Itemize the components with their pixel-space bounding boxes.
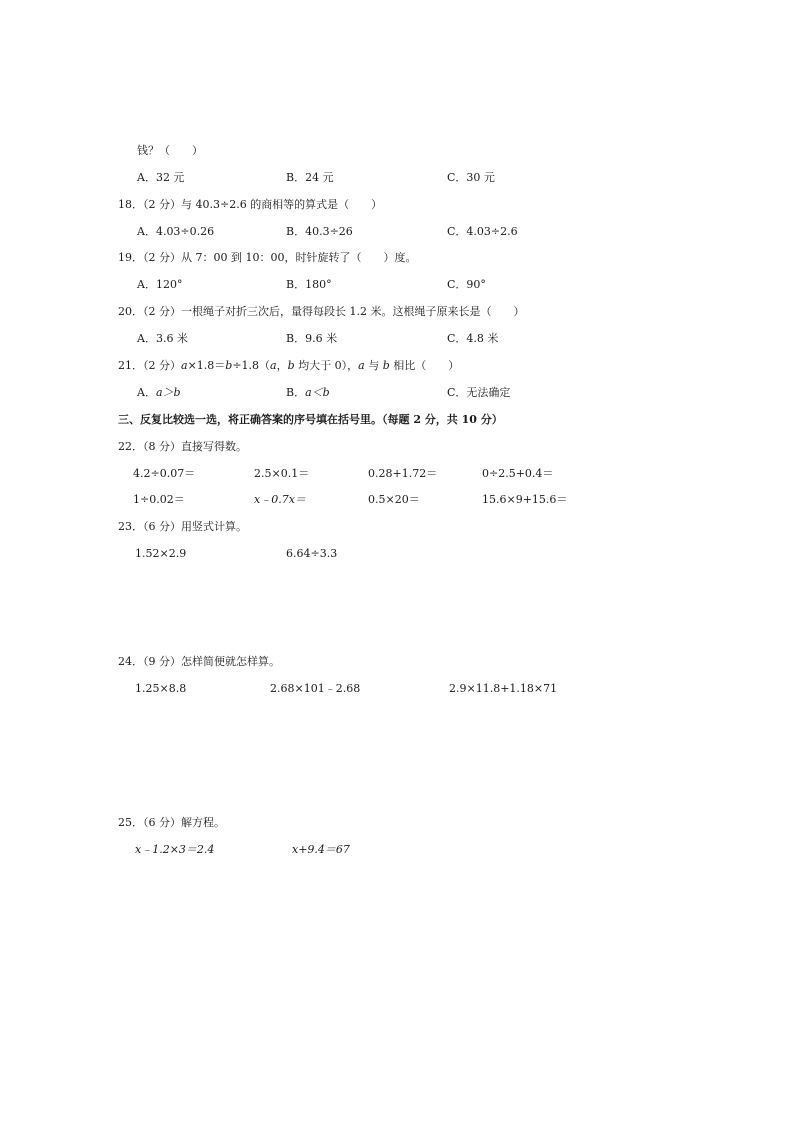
q18-option-a: A．4.03÷0.26 bbox=[137, 225, 215, 238]
q22-r2-c4: 15.6×9+15.6＝ bbox=[482, 493, 568, 506]
q21-option-a-expr: a＞b bbox=[155, 386, 181, 399]
q24-stem: 24．（9 分）怎样简便就怎样算。 bbox=[118, 655, 280, 668]
q21-option-c: C．无法确定 bbox=[447, 386, 511, 399]
q21-var-a: a bbox=[358, 359, 365, 372]
section-3-heading: 三、反复比较选一选，将正确答案的序号填在括号里。（每题 2 分，共 10 分） bbox=[118, 413, 503, 426]
q21-option-a-label: A． bbox=[137, 386, 156, 399]
q17-option-c: C．30 元 bbox=[447, 171, 495, 184]
q21-var-a: a bbox=[181, 359, 188, 372]
q20-option-b: B．9.6 米 bbox=[286, 332, 338, 345]
q20-stem: 20．（2 分）一根绳子对折三次后，量得每段长 1.2 米。这根绳子原来长是（ ） bbox=[118, 305, 525, 318]
q22-r2-c3: 0.5×20＝ bbox=[368, 493, 420, 506]
q18-stem: 18．（2 分）与 40.3÷2.6 的商相等的算式是（ ） bbox=[118, 198, 383, 211]
q22-r2-c2: x﹣0.7x＝ bbox=[254, 493, 306, 506]
q21-stem-part: 与 bbox=[364, 359, 383, 372]
q18-option-b: B．40.3÷26 bbox=[286, 225, 353, 238]
q25-stem: 25．（6 分）解方程。 bbox=[118, 816, 225, 829]
q21-stem-part: ×1.8＝ bbox=[187, 359, 226, 372]
q21-option-b bbox=[286, 386, 330, 400]
q23-item-1: 1.52×2.9 bbox=[135, 547, 187, 560]
q24-item-3: 2.9×11.8+1.18×71 bbox=[449, 682, 558, 695]
q21-option-b-label: B． bbox=[286, 386, 306, 399]
q22-r2-c1: 1÷0.02＝ bbox=[133, 493, 185, 506]
q22-r1-c4: 0÷2.5+0.4＝ bbox=[482, 467, 554, 480]
q21-var-b: b bbox=[382, 359, 390, 372]
q24-item-1: 1.25×8.8 bbox=[135, 682, 187, 695]
q21-option-a bbox=[137, 386, 181, 400]
q19-option-a: A．120° bbox=[137, 278, 183, 291]
q19-stem: 19．（2 分）从 7：00 到 10：00，时针旋转了（ ）度。 bbox=[118, 251, 417, 264]
q21-stem-part: ， bbox=[276, 359, 288, 372]
q21-stem bbox=[118, 359, 459, 373]
q23-stem: 23．（6 分）用竖式计算。 bbox=[118, 520, 247, 533]
q19-option-c: C．90° bbox=[447, 278, 486, 291]
q17-option-b: B．24 元 bbox=[286, 171, 334, 184]
q21-var-a: a bbox=[270, 359, 277, 372]
q21-var-b: b bbox=[225, 359, 233, 372]
q17-option-a: A．32 元 bbox=[137, 171, 185, 184]
q18-option-c: C．4.03÷2.6 bbox=[447, 225, 518, 238]
q17-tail: 钱？（ ） bbox=[137, 144, 203, 157]
q19-option-b: B．180° bbox=[286, 278, 332, 291]
q22-r1-c1: 4.2÷0.07＝ bbox=[133, 467, 196, 480]
q21-stem-suffix: 相比（ ） bbox=[389, 359, 460, 372]
q21-stem-part: ÷1.8（ bbox=[232, 359, 271, 372]
q23-item-2: 6.64÷3.3 bbox=[286, 547, 338, 560]
q21-stem-prefix: 21．（2 分） bbox=[118, 359, 181, 372]
q25-item-2: x+9.4＝67 bbox=[292, 843, 350, 856]
q21-option-b-expr: a＜b bbox=[305, 386, 330, 399]
q25-item-1: x﹣1.2×3＝2.4 bbox=[135, 843, 215, 856]
q22-r1-c2: 2.5×0.1＝ bbox=[254, 467, 310, 480]
q21-var-b: b bbox=[287, 359, 295, 372]
q22-stem: 22．（8 分）直接写得数。 bbox=[118, 440, 247, 453]
q20-option-a: A．3.6 米 bbox=[137, 332, 188, 345]
q21-stem-part: 均大于 0）， bbox=[294, 359, 359, 372]
q24-item-2: 2.68×101﹣2.68 bbox=[270, 682, 361, 695]
q20-option-c: C．4.8 米 bbox=[447, 332, 499, 345]
q22-r1-c3: 0.28+1.72＝ bbox=[368, 467, 438, 480]
